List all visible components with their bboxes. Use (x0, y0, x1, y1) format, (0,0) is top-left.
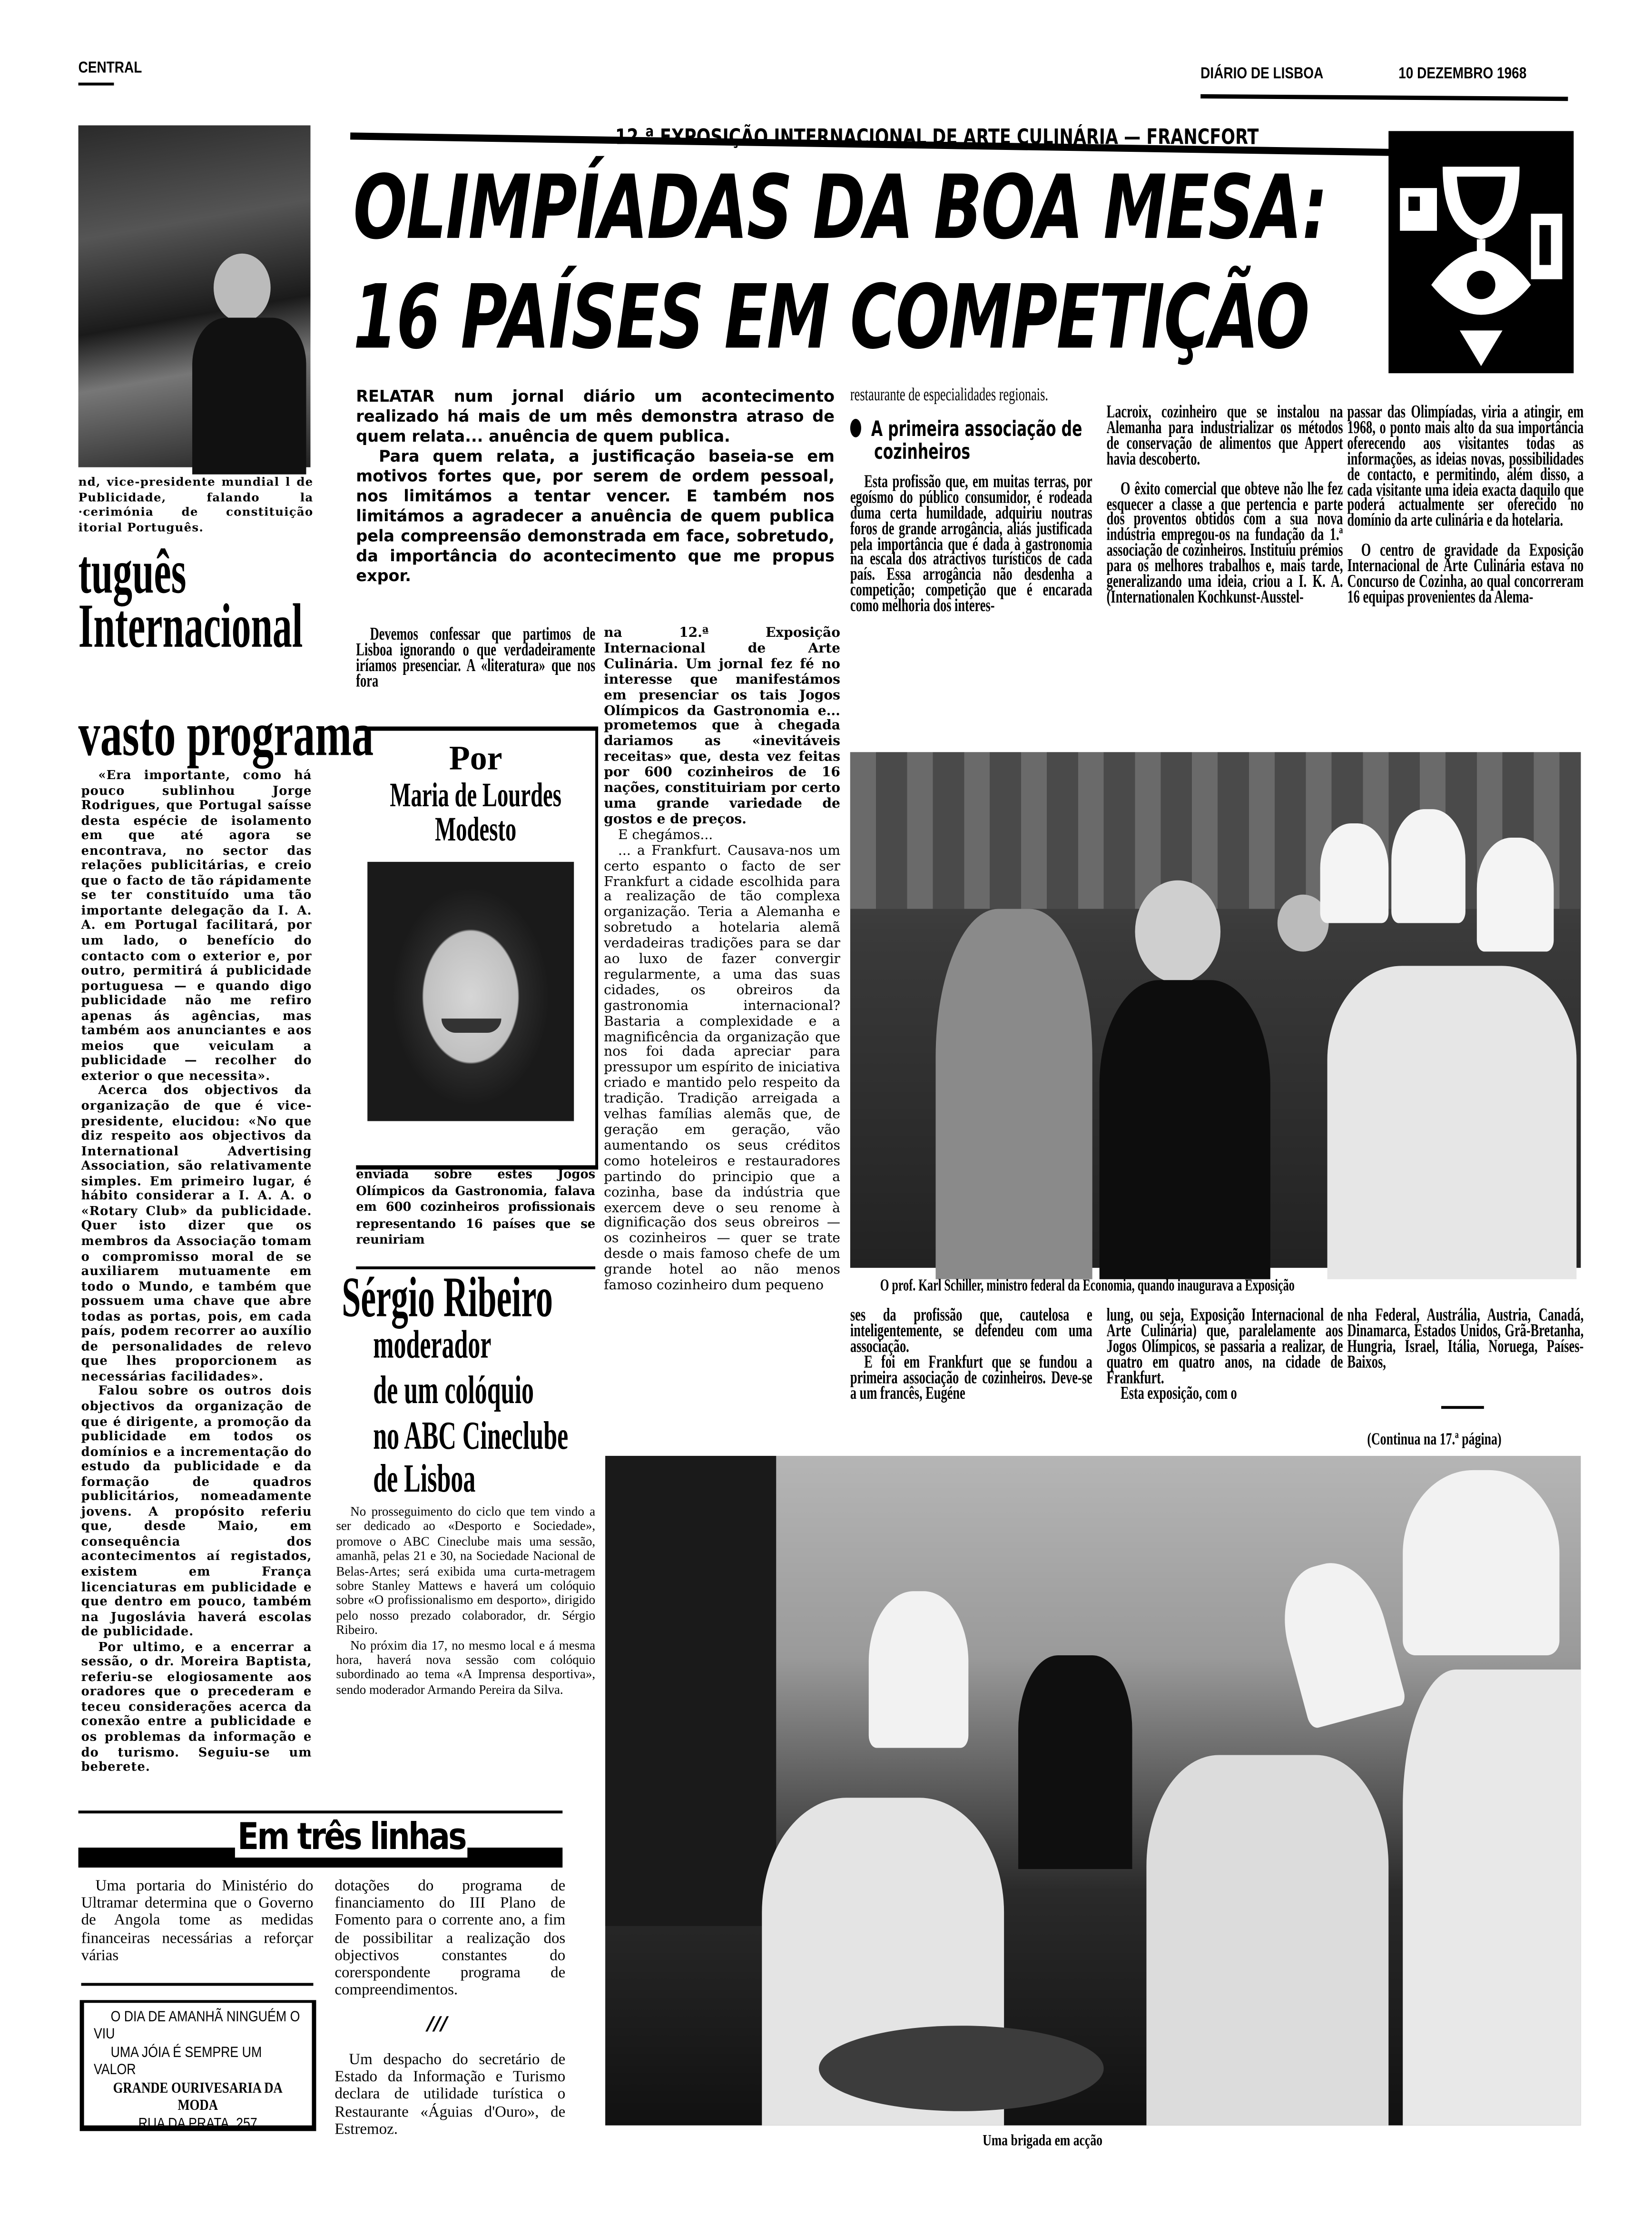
left-headline-2: Internacional (78, 591, 303, 661)
photo-figure (192, 317, 306, 474)
chef-uniform (1403, 1670, 1581, 2126)
article-column-d (1106, 402, 1343, 743)
em-tres-linhas-item-1-continued (334, 1878, 565, 2020)
paragraph: E chegámos... (618, 827, 713, 843)
section-label: CENTRAL (78, 59, 142, 77)
sergio-headline-5: de Lisboa (373, 1457, 476, 1502)
photo-figure-suit (1100, 980, 1270, 1279)
newspaper-name: DIÁRIO DE LISBOA (1200, 65, 1324, 83)
paragraph: Lacroix, cozinheiro que se instalou na Alemanha para industrializar os métodos de conservação de alimentos que Appert havia descoberto. (1106, 402, 1343, 468)
em-tres-linhas-item-2 (334, 2051, 565, 2137)
paragraph: Um despacho do secretário de Estado da Informação e Turismo declara de utilidade turística o Restaurante «Águias d'Ouro», de Estremoz. (334, 2051, 566, 2138)
left-headline-1: tuguês (78, 537, 187, 607)
paragraph: Acerca dos objectivos da organização de que é vice-presidente, elucidou: «No que diz respeito aos objectivos da International Advertising Association, são relativamente simples. Em primeiro lugar, é hábito considerar a I. A. A. o «Rotary Club» da publicidade. Quer isto dizer que os membros da Associação tomam o compromisso moral de se auxiliarem mutuamente em todo o Mundo, e também que possuem uma chave que abre todas as portas, pois, em cada país, podem recorrer ao auxílio de personalidades de relevo que lhes proporcionem as necessárias facilidades». (81, 1085, 312, 1385)
left-story-body (81, 769, 312, 1775)
article-title-line-2: 16 PAÍSES EM COMPETIÇÃO (353, 265, 1309, 369)
divider (81, 1983, 314, 1985)
chef-uniforms (1328, 966, 1577, 1279)
article-intro (356, 387, 835, 586)
chef-hat (869, 1591, 969, 1748)
paragraph: Para quem relata, a justificação baseia-se em motivos fortes que, por serem de ordem pessoal, nos limitámos a tentar vencer. E também nos limitámos a agradecer a anuência de quem publica pela compreensão demonstrada em face, sobretudo, da importância do acontecimento que me propus expor. (356, 447, 835, 586)
article-column-c (850, 387, 1092, 743)
paragraph: dotações do programa de financiamento do III Plano de Fomento para o corrente ano, a fim de possibilitar a realização dos objectivos constantes do corerspondente programa de compreendimentos. (334, 1877, 566, 1999)
left-photo-caption: nd, vice-presidente mundial l de Publicidade, falando la ·cerimónia de constituição itorial Português. (78, 474, 314, 534)
article-column-a-bottom (356, 1168, 595, 1256)
header-rule (1200, 94, 1568, 101)
paragraph: restaurante de especialidades regionais. (850, 385, 1049, 405)
photo-background-windows (850, 752, 1581, 909)
byline-box (356, 726, 598, 1169)
item-separator: /// (427, 2014, 448, 2036)
chef-cup-emblem-icon (1388, 131, 1573, 373)
paragraph: Por ultimo, e a encerrar a sessão, o dr. Moreira Baptista, referiu-se elogiosamente aos oradores que o precederam e teceu considerações acerca da conexão entre a publicidade e os problemas da informação e do turismo. Seguiu-se um beberete. (81, 1641, 312, 1775)
paragraph: nha Federal, Austrália, Austria, Canadá, Dinamarca, Estados Unidos, Grã-Bretanha, Hungria, Israel, Itália, Noruega, Países-Baixos, (1347, 1305, 1584, 1372)
divider (79, 83, 114, 86)
paragraph: Esta profissão que, em muitas terras, por egoísmo do público consumidor, é rodeada duma certa humildade, adquiriu noutras foros de grande arrogância, aliás justificada pela importância que é dada à gastronomia na escala dos atractivos turísticos de cada país. Essa arrogância não desdenha a competição; competição que é encarada como melhoria dos interes- (850, 471, 1092, 616)
advert-line-1: O DIA DE AMANHÃ NINGUÉM O VIU (93, 2008, 300, 2042)
paragraph: na 12.ª Exposição Internacional de Arte Culinária. Um jornal fez fé no interesse que manifestámos em presenciar os tais Jogos Olímpicos da Gastronomia e... prometemos que à chegada dariamos as «inevitáveis receitas» que, desta vez feitas por 600 cozinheiros de 16 nações, constituiriam por certo uma grande variedade de gostos e de preços. (604, 625, 840, 828)
byline-name: Maria de Lourdes Modesto (390, 778, 561, 849)
left-subhead: vasto programa (78, 699, 374, 770)
bullet-icon (850, 419, 861, 437)
paragraph: E foi em Frankfurt que se fundou a primeira associação de cozinheiros. Deve-se a um francês, Eugéne (850, 1351, 1092, 1403)
divider (79, 1810, 563, 1813)
paragraph: passar das Olimpíadas, viria a atingir, em 1968, o ponto mais alto da sua importância oferecendo aos visitantes todas as informações, as ideias novas, possibilidades de contacto, e permitindo, além disso, a cada visitante uma ideia exacta daquilo que poderá actualmente ser oferecido no domínio da arte culinária e da hotelaria. (1347, 402, 1584, 531)
advert-line-2: UMA JÓIA É SEMPRE UM VALOR (93, 2044, 262, 2078)
byline-prefix: Por (449, 741, 502, 778)
photo-figure-interviewer (935, 909, 1092, 1279)
exhibition-logo (1388, 131, 1573, 373)
photo-kitchen-brigade (605, 1456, 1581, 2126)
photo-figure (214, 254, 271, 322)
photo-2-caption: Uma brigada em acção (983, 2132, 1103, 2150)
article-lower-column-d (1106, 1305, 1343, 1444)
article-lower-column-c (850, 1305, 1092, 1444)
cooking-pan (819, 2026, 1104, 2111)
article-kicker: 12.ª EXPOSIÇÃO INTERNACIONAL DE ARTE CULINÁRIA — FRANCFORT (615, 124, 1259, 150)
chef-hat (1403, 1470, 1559, 1655)
sergio-headline-3: de um colóquio (373, 1369, 534, 1414)
article-column-b (604, 627, 840, 1446)
section-subhead (850, 417, 1092, 463)
photo-dark-wall (605, 1456, 776, 1926)
sergio-headline-1: Sérgio Ribeiro (342, 1265, 553, 1329)
paragraph: No prosseguimento do ciclo que tem vindo a ser dedicado ao «Desporto e Sociedade», promove o ABC Cineclube mais uma sessão, amanhã, pelas 21 e 30, na Sociedade Nacional de Belas-Artes; será exibida uma curta-metragem sobre Stanley Mattews e haverá um colóquio sobre «O profissionalismo em desporto», dirigido pelo nosso prezado colaborador, dr. Sérgio Ribeiro. (336, 1504, 596, 1637)
paragraph: RELATAR num jornal diário um acontecimento realizado há mais de um mês demonstra atraso de quem relata... anuência de quem publica. (356, 387, 835, 446)
photo-figure-suit (1018, 1655, 1132, 1869)
chef-hat (1477, 838, 1554, 951)
sergio-headline-4: no ABC Cineclube (373, 1414, 569, 1459)
photo-karl-schiller (850, 752, 1581, 1268)
advert-line-4: RUA DA PRATA, 257 (138, 2115, 257, 2132)
article-lower-column-e (1347, 1305, 1584, 1396)
chef-uniform (1146, 1755, 1388, 2125)
paragraph: ... a Frankfurt. Causava-nos um certo espanto o facto de ser Frankfurt a cidade escolhida para a realização de tão complexa organização. Teria a Alemanha e sobretudo a hotelaria alemã verdadeiras tradições para se dar ao luxo de fazer convergir regularmente, a uma das suas cidades, os obreiros da gastronomia internacional? Bastaria a complexidade e a magnificência da organização que nos foi dada apreciar para pressupor um espírito de iniciativa criado e mantido pelo respeito da tradição. Tradição arreigada a velhas famílias alemãs que, de geração em geração, vão aumentando os seus créditos como hoteleiros e restauradores partindo do principio que a cozinha, base da indústria que exercem deve o seu renome à dignificação dos seus obreiros — os cozinheiros — quer se trate desde o mais famoso chefe de um grande hotel ao não menos famoso cozinheiro dum pequeno (604, 842, 840, 1294)
sergio-story-body (336, 1504, 595, 1807)
paragraph: O centro de gravidade da Exposição Internacional de Arte Culinária estava no Concurso de Cozinha, ao qual concorreram 16 equipas provenientes da Alema- (1347, 540, 1584, 607)
chef-hat (1391, 809, 1465, 923)
photo-figure-face (1135, 880, 1221, 983)
issue-date: 10 DEZEMBRO 1968 (1398, 65, 1527, 83)
em-tres-linhas-title: Em três linhas (235, 1818, 468, 1858)
subhead-text: A primeira associação de cozinheiros (871, 415, 1082, 465)
chef-hat (1320, 823, 1389, 923)
chef-hat (1270, 1553, 1407, 1730)
paragraph: «Era importante, como há pouco sublinhou Jorge Rodrigues, que Portugal saísse desta espécie de isolamento em que até agora se encontrava, no sector das relações publicitárias, e creio que o facto de tão rápidamente se ter constituído uma tão importante delegação da I. A. A. em Portugal facilitará, por um lado, o benefício do contacto com o exterior e, por outro, permitirá á publicidade portuguesa — e quando digo publicidade não me refiro apenas ás agências, mas também aos anunciantes e aos meios que veiculam a publicidade — recolher do exterior o que necessita». (81, 769, 312, 1084)
paragraph: enviada sobre estes Jogos Olímpicos da Gastronomia, falava em 600 cozinheiros profissionais representando 16 países que se reuniriam (356, 1168, 596, 1249)
jewellery-advert (80, 2000, 316, 2131)
sergio-headline-2: moderador (373, 1323, 492, 1368)
author-portrait (367, 862, 574, 1121)
paragraph: O êxito comercial que obteve não lhe fez esquecer a classe a que pertencia e parte dos proventos obtidos com a sua nova indústria empregou-os na fundação da 1.ª associação de cozinheiros. Instituiu prémios para os melhores trabalhos e, mais tarde, generalizando uma ideia, criou a I. K. A. (Internationalen Kochkunst-Ausstel- (1106, 478, 1343, 607)
paragraph: Devemos confessar que partimos de Lisboa ignorando o que verdadeiramente iríamos presenciar. A «literatura» que nos fora (356, 623, 596, 691)
article-column-e (1347, 402, 1584, 743)
em-tres-linhas-item-1 (81, 1878, 314, 1966)
left-story-photo (79, 125, 311, 467)
paragraph: Uma portaria do Ministério do Ultramar determina que o Governo de Angola tome as medidas financeiras necessárias a reforçar várias (81, 1877, 314, 1964)
article-column-a-top (356, 623, 596, 712)
paragraph: No próxim dia 17, no mesmo local e á mesma hora, haverá nova sessão com colóquio subordinado ao tema «A Imprensa desportiva», sendo moderador Armando Pereira da Silva. (336, 1638, 596, 1697)
paragraph: ses da profissão que, cautelosa e inteligentemente, se defendeu com uma associação. (850, 1305, 1092, 1356)
advert-line-3: GRANDE OURIVESARIA DA MODA (113, 2082, 283, 2114)
paragraph: Falou sobre os outros dois objectivos da organização de que é dirigente, a promoção da publicidade em todos os domínios e a incrementação do estudo da publicidade e da formação de quadros publicitários, nomeadamente jovens. A propósito referiu que, desde Maio, em consequência dos acontecimentos aí registados, existem em França licenciaturas em publicidade e que dentro em pouco, também na Jugoslávia haverá escolas de publicidade. (81, 1385, 312, 1640)
paragraph: lung, ou seja, Exposição Internacional de Arte Culinária) que, paralelamente aos Jogos Olímpicos, se passaria a realizar, de quatro em quatro anos, na cidade de Frankfurt. (1106, 1305, 1343, 1387)
paragraph: Esta exposição, com o (1120, 1382, 1237, 1403)
divider (1441, 1406, 1484, 1409)
continued-notice[interactable]: (Continua na 17.ª página) (1367, 1429, 1502, 1449)
article-title-line-1: OLIMPÍADAS DA BOA MESA: (353, 155, 1327, 259)
photo-1-caption: O prof. Karl Schiller, ministro federal da Economia, quando inaugurava a Exposição (880, 1277, 1295, 1295)
portrait-smile (442, 1019, 502, 1033)
